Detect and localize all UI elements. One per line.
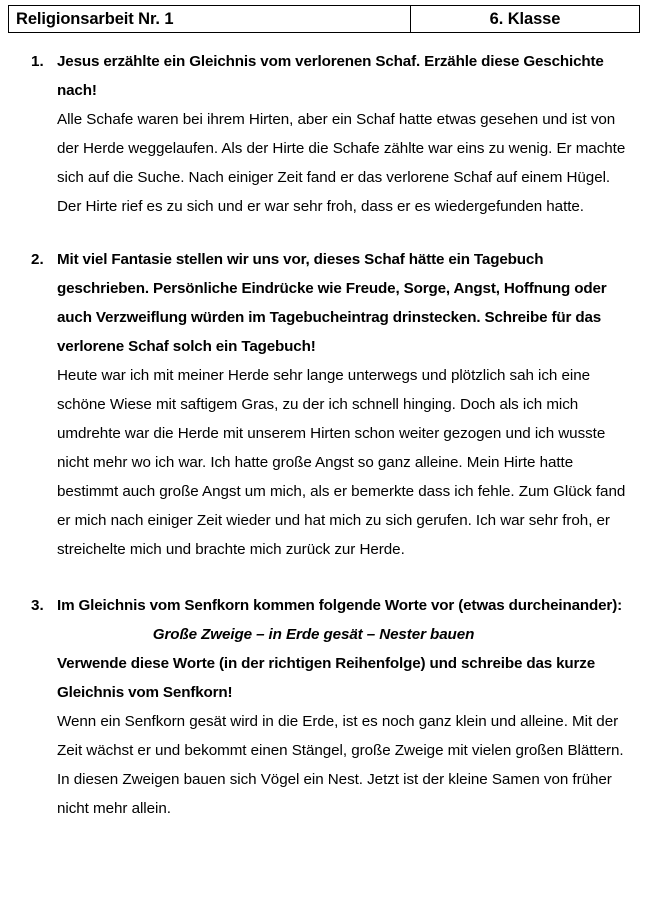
task-answer-3: Wenn ein Senfkorn gesät wird in die Erde, ist es noch ganz klein und alleine. Mit der Zeit wächst er und bekommt einen Stängel, große Zweige mit vielen großen Blättern. In diesen Zweigen bauen sich Vögel ein Nest. Jetzt ist der kleine Samen von früher nicht mehr allein. <box>57 713 624 817</box>
task-answer-1: Alle Schafe waren bei ihrem Hirten, aber ein Schaf hatte etwas gesehen und ist von der Herde weggelaufen. Als der Hirte die Schafe zählte war eins zu wenig. Er machte sich auf die Suche. Nach einiger Zeit fand er das verlorene Schaf auf einem Hügel. Der Hirte rief es zu sich und er war sehr froh, dass er es wiedergefunden hatte. <box>57 111 626 215</box>
task-number-2: 2. <box>31 251 44 268</box>
task-prompt-3-intro: Im Gleichnis vom Senfkorn kommen folgende Worte vor (etwas durcheinander): <box>57 597 623 614</box>
task-item-3 <box>0 591 648 823</box>
tasks-container <box>0 47 648 823</box>
header-cell-grade <box>411 6 639 32</box>
task-number-3: 3. <box>31 597 44 614</box>
header-table <box>8 5 640 33</box>
worksheet-title: Religionsarbeit Nr. 1 <box>16 9 174 28</box>
task-prompt-2: Mit viel Fantasie stellen wir uns vor, dieses Schaf hätte ein Tagebuch geschrieben. Persönliche Eindrücke wie Freude, Sorge, Angst, Hoffnung oder auch Verzweiflung würden im Tagebucheintrag drinstecken. Schreibe für das verlorene Schaf solch ein Tagebuch! <box>57 251 607 355</box>
task-prompt-3-instruction: Verwende diese Worte (in der richtigen Reihenfolge) und schreibe das kurze Gleichnis vom Senfkorn! <box>57 655 596 701</box>
grade-label: 6. Klasse <box>489 9 561 28</box>
task-spacer <box>0 564 648 591</box>
task-prompt-1: Jesus erzählte ein Gleichnis vom verlorenen Schaf. Erzähle diese Geschichte nach! <box>57 53 604 99</box>
task-number-1: 1. <box>31 53 44 70</box>
header-cell-title <box>9 6 411 32</box>
task-answer-2: Heute war ich mit meiner Herde sehr lange unterwegs und plötzlich sah ich eine schöne Wiese mit saftigem Gras, zu der ich schnell hinging. Doch als ich mich umdrehte war die Herde mit unserem Hirten schon weiter gezogen und ich wusste nicht mehr wo ich war. Ich hatte große Angst so ganz alleine. Mein Hirte hatte bestimmt auch große Angst um mich, als er bemerkte dass ich fehle. Zum Glück fand er mich nach einiger Zeit wieder und hat mich zu sich gerufen. Ich war sehr froh, er streichelte mich und brachte mich zurück zur Herde. <box>57 367 626 558</box>
task-item-2 <box>0 245 648 564</box>
task-item-1 <box>0 47 648 221</box>
task-spacer <box>0 221 648 245</box>
task-word-list: Große Zweige – in Erde gesät – Nester bauen <box>152 626 475 643</box>
